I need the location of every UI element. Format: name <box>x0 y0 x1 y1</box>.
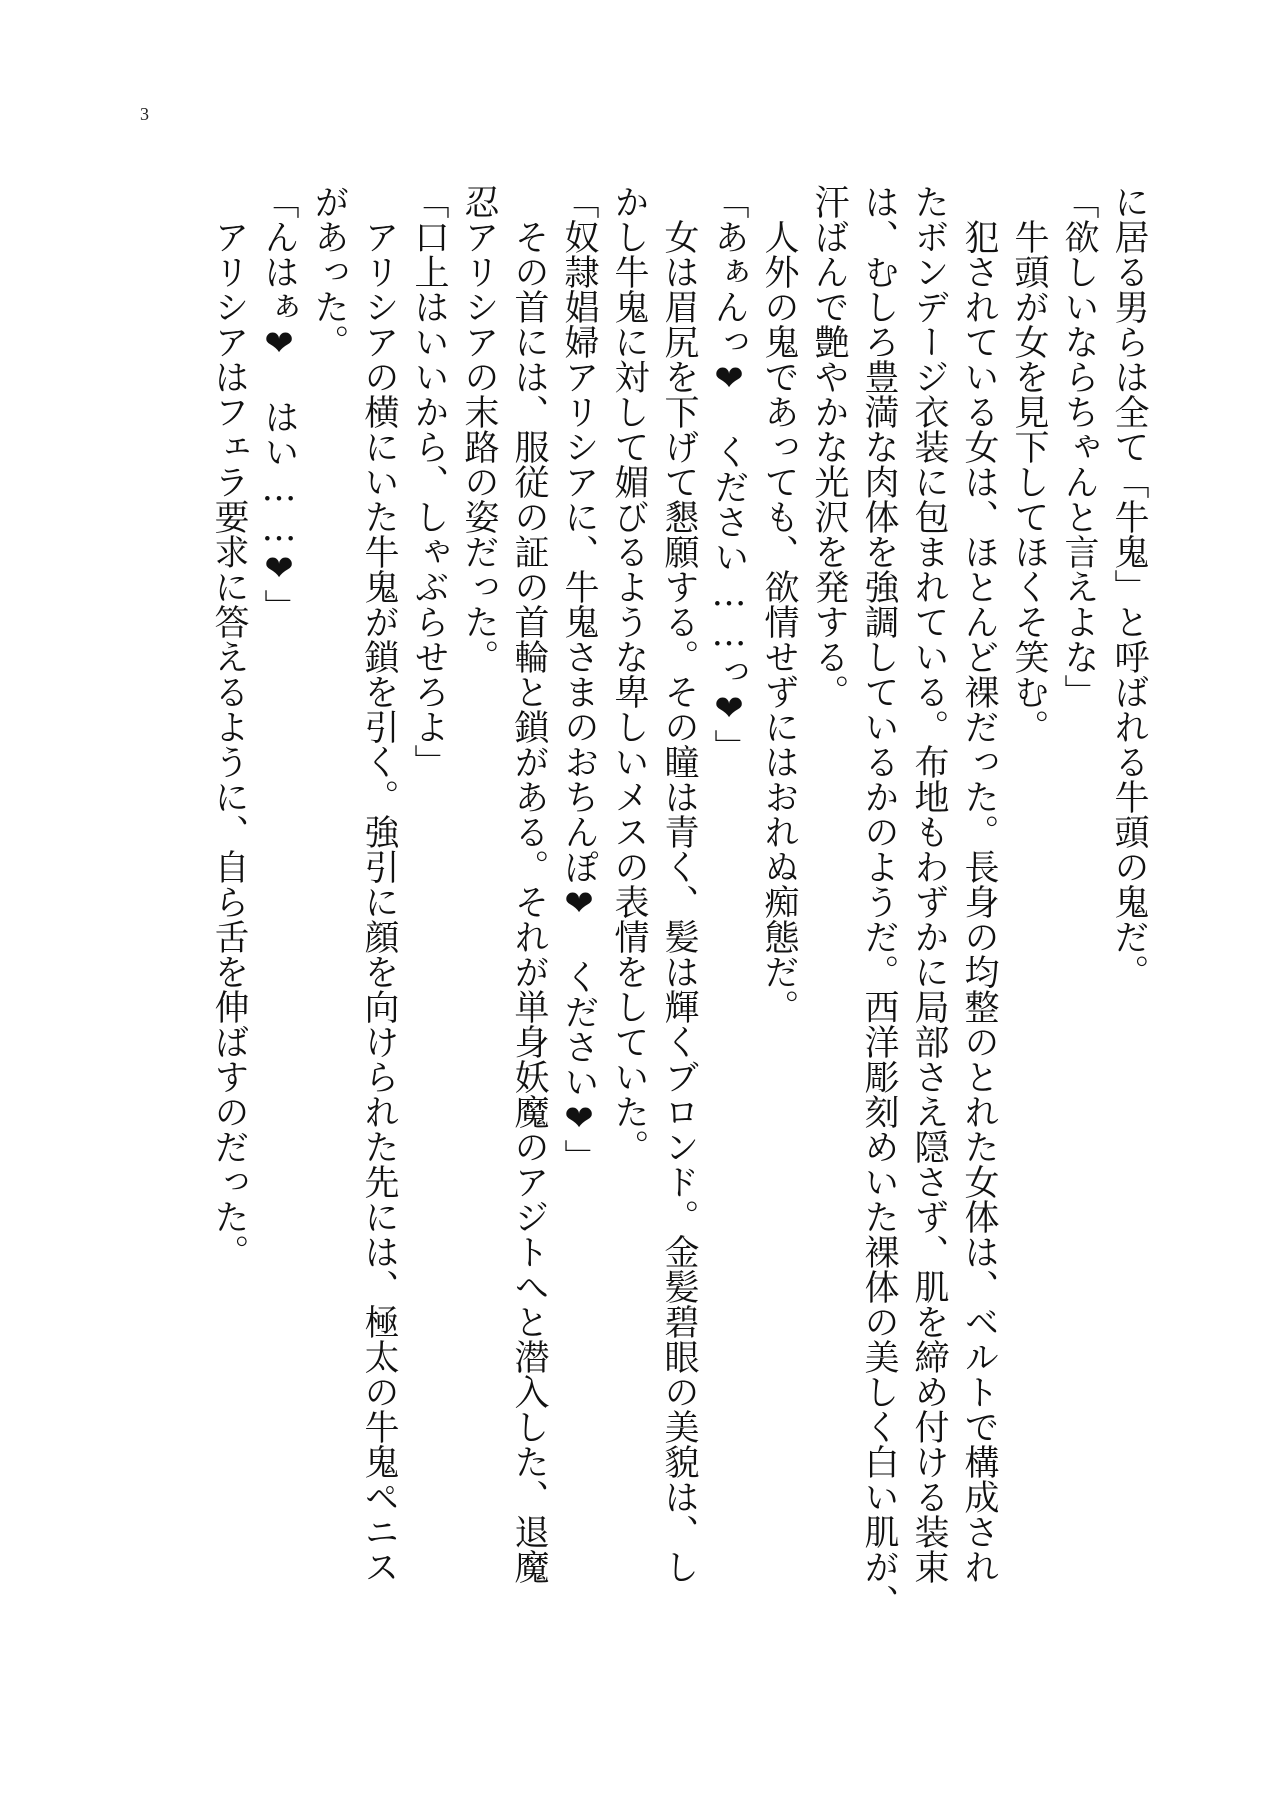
text-column: があった。 <box>309 184 349 359</box>
text-column: 人外の鬼であっても、欲情せずにはおれぬ痴態だ。 <box>759 184 799 1024</box>
text-column: 犯されている女は、ほとんど裸だった。長身の均整のとれた女体は、ベルトで構成され <box>959 184 999 1584</box>
text-column: かし牛鬼に対して媚びるような卑しいメスの表情をしていた。 <box>609 184 649 1164</box>
text-column: 女は眉尻を下げて懇願する。その瞳は青く、髪は輝くブロンド。金髪碧眼の美貌は、し <box>659 184 699 1584</box>
text-column: 忍アリシアの末路の姿だった。 <box>459 184 499 674</box>
text-column: たボンデージ衣装に包まれている。布地もわずかに局部さえ隠さず、肌を締め付ける装束 <box>909 184 949 1584</box>
text-column: アリシアはフェラ要求に答えるように、自ら舌を伸ばすのだった。 <box>209 184 249 1269</box>
vertical-text-body <box>204 184 1154 1774</box>
text-column: 「んはぁ❤ はい……❤」 <box>259 184 299 624</box>
page-number: 3 <box>140 104 149 124</box>
text-column: 「奴隷娼婦アリシアに、牛鬼さまのおちんぽ❤ ください❤」 <box>559 184 599 1174</box>
text-column: 「欲しいならちゃんと言えよな」 <box>1059 184 1099 709</box>
text-column: 「口上はいいから、しゃぶらせろよ」 <box>409 184 449 779</box>
text-column: 「あぁんっ❤ ください……っ❤」 <box>709 184 749 764</box>
text-column: 牛頭が女を見下してほくそ笑む。 <box>1009 184 1049 744</box>
text-column: に居る男らは全て「牛鬼」と呼ばれる牛頭の鬼だ。 <box>1109 184 1149 989</box>
text-column: は、むしろ豊満な肉体を強調しているかのようだ。西洋彫刻めいた裸体の美しく白い肌が、 <box>859 184 899 1619</box>
text-column: 汗ばんで艶やかな光沢を発する。 <box>809 184 849 709</box>
text-column: アリシアの横にいた牛鬼が鎖を引く。強引に顔を向けられた先には、極太の牛鬼ペニス <box>359 184 399 1584</box>
text-column: その首には、服従の証の首輪と鎖がある。それが単身妖魔のアジトへと潜入した、退魔 <box>509 184 549 1584</box>
